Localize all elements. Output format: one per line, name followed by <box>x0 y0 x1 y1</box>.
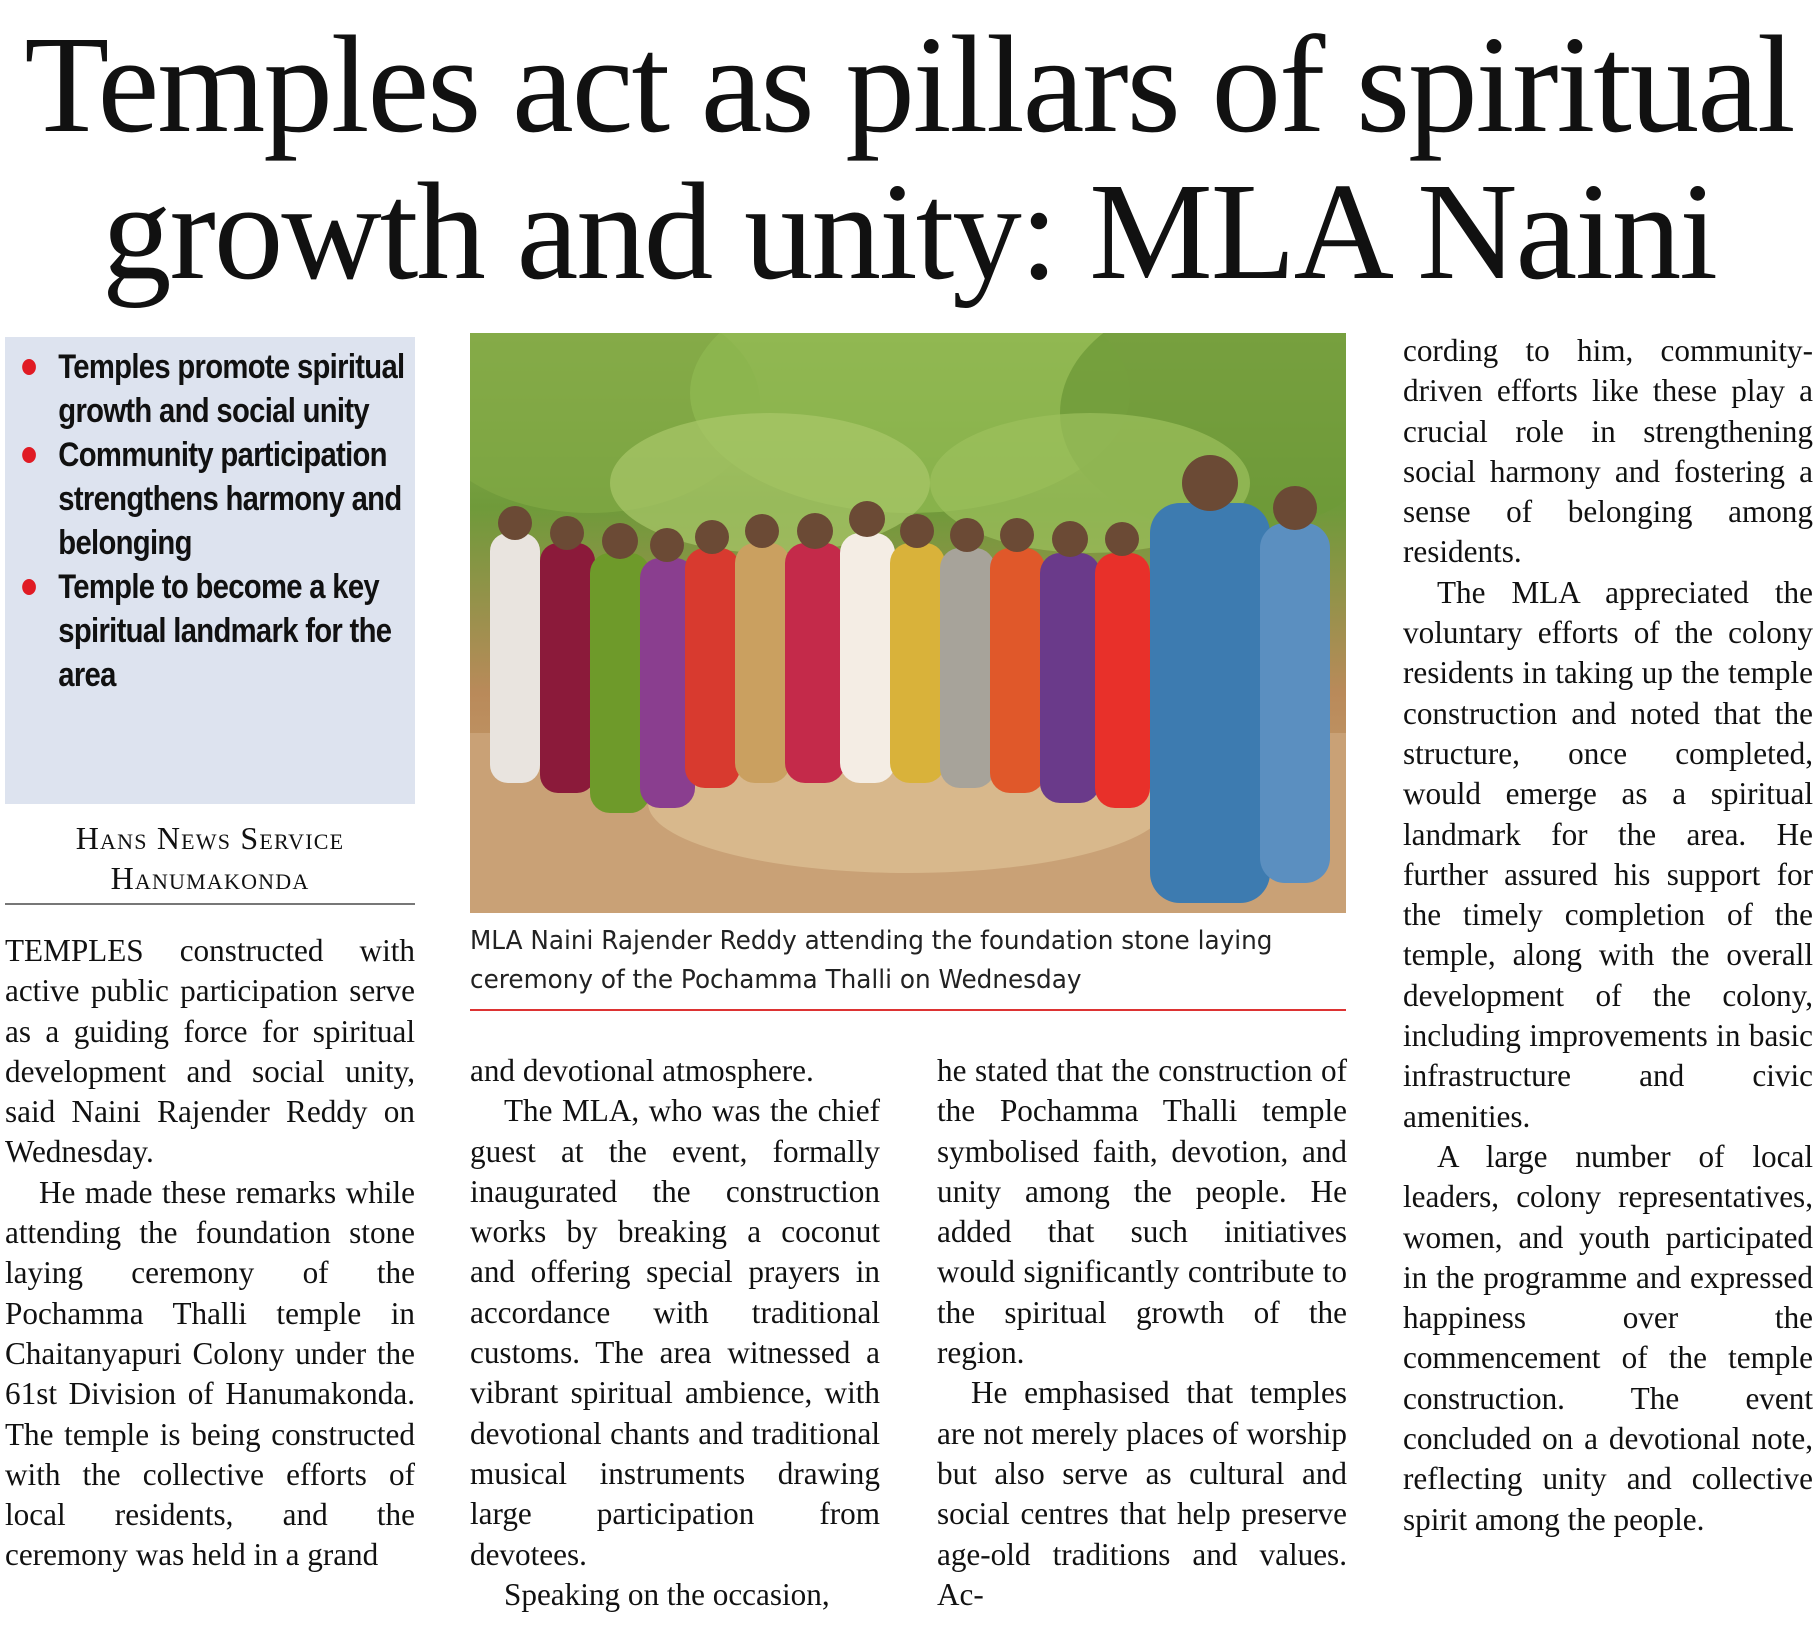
highlights-box <box>5 337 415 804</box>
article-column-2 <box>470 1051 880 1615</box>
byline-divider <box>5 903 415 905</box>
article-paragraph: and devotional atmosphere. <box>470 1053 814 1088</box>
article-paragraph: The MLA appreciated the voluntary efforts of the colony residents in taking up the temple construction and noted that the structure, once completed, would emerge as a spiritual landmark for the area. He further assured his support for the timely completion of the temple, along with the overall development of the colony, including improvements in basic infrastructure and civic amenities. <box>1403 574 1813 1134</box>
group-photo-illustration <box>470 333 1346 913</box>
article-column-3 <box>937 1051 1347 1615</box>
byline-place: Hanumakonda <box>110 860 310 896</box>
article-paragraph: cording to him, community-driven efforts like these play a crucial role in strengthening social harmony and fostering a sense of belonging among residents. <box>1403 333 1813 570</box>
caption-divider <box>470 1009 1346 1011</box>
bullet-icon <box>22 359 36 375</box>
highlight-item <box>17 565 437 697</box>
highlights-list <box>17 345 403 697</box>
article-paragraph: He made these remarks while attending the foundation stone laying ceremony of the Pochamma Thalli temple in Chaitanyapuri Colony under the 61st Division of Hanumakonda. The temple is being constructed with the collective efforts of local residents, and the ceremony was held in a grand <box>5 1174 415 1573</box>
highlight-text: Temple to become a key spiritual landmark for the area <box>58 568 392 694</box>
article-column-1 <box>5 931 415 1576</box>
article-paragraph: He emphasised that temples are not merely places of worship but also serve as cultural and social centres that help preserve age-old traditions and values. Ac- <box>937 1375 1347 1612</box>
headline <box>0 8 1818 309</box>
article-paragraph: A large number of local leaders, colony representatives, women, and youth participated in the programme and expressed happiness over the commencement of the temple construction. The event concluded on a devotional note, reflecting unity and collective spirit among the people. <box>1403 1138 1813 1537</box>
headline-line-1: Temples act as pillars of spiritual <box>24 8 1794 162</box>
news-photo <box>470 333 1346 913</box>
article-column-4 <box>1403 331 1813 1540</box>
byline <box>5 818 415 898</box>
highlight-item <box>17 433 437 565</box>
article-paragraph: Speaking on the occasion, <box>504 1576 830 1612</box>
headline-line-2: growth and unity: MLA Naini <box>102 155 1716 309</box>
highlight-item <box>17 345 437 433</box>
byline-agency: Hans News Service <box>75 820 345 856</box>
article-paragraph: The MLA, who was the chief guest at the event, formally inaugurated the construction works by breaking a coconut and offering special prayers in accordance with traditional customs. The area witnessed a vibrant spiritual ambience, with devotional chants and traditional musical instruments drawing large participation from devotees. <box>470 1093 880 1572</box>
highlight-text: Temples promote spiritual growth and social unity <box>58 348 405 430</box>
article-paragraph: he stated that the construction of the Pochamma Thalli temple symbolised faith, devotion, and unity among the people. He added that such initiatives would significantly contribute to the spiritual growth of the region. <box>937 1053 1347 1371</box>
bullet-icon <box>22 579 36 595</box>
highlight-text: Community participation strengthens harmony and belonging <box>58 436 402 562</box>
article-paragraph: TEMPLES constructed with active public participation serve as a guiding force for spiritual development and social unity, said Naini Rajender Reddy on Wednesday. <box>5 933 415 1170</box>
bullet-icon <box>22 447 36 463</box>
photo-caption: MLA Naini Rajender Reddy attending the foundation stone laying ceremony of the Pochamma Thalli on Wednesday <box>470 926 1273 995</box>
